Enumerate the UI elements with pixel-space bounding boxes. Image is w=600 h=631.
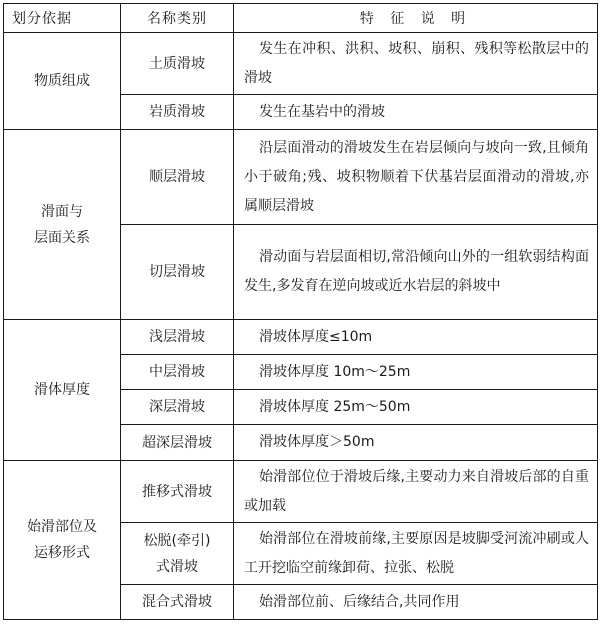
header-row — [4, 4, 598, 33]
basis-line: 运移形式 — [34, 545, 90, 561]
name-cell: 切层滑坡 — [121, 225, 234, 320]
description-cell: 沿层面滑动的滑坡发生在岩层倾向与坡向一致,且倾角小于破角;残、坡积物顺着下伏基岩层面滑动的滑坡,亦属顺层滑坡 — [234, 130, 598, 225]
basis-cell — [4, 461, 121, 620]
name-cell: 混合式滑坡 — [121, 585, 234, 620]
name-cell: 超深层滑坡 — [121, 425, 234, 461]
name-cell: 土质滑坡 — [121, 33, 234, 95]
basis-line: 滑体厚度 — [34, 382, 90, 398]
basis-cell — [4, 130, 121, 320]
name-cell: 浅层滑坡 — [121, 320, 234, 355]
landslide-classification-table — [3, 3, 598, 620]
name-cell: 深层滑坡 — [121, 390, 234, 425]
basis-line: 滑面与 — [41, 203, 83, 220]
table-row — [4, 130, 598, 225]
basis-cell — [4, 33, 121, 130]
header-basis: 划分依据 — [4, 4, 121, 33]
description-cell: 滑坡体厚度＞50m — [234, 425, 598, 461]
description-cell: 始滑部位位于滑坡后缘,主要动力来自滑坡后部的自重或加载 — [234, 461, 598, 523]
name-cell: 中层滑坡 — [121, 355, 234, 390]
description-cell: 始滑部位前、后缘结合,共同作用 — [234, 585, 598, 620]
description-cell: 滑坡体厚度 10m～25m — [234, 355, 598, 390]
basis-line: 物质组成 — [34, 73, 90, 89]
header-name: 名称类别 — [121, 4, 234, 33]
description-cell: 发生在冲积、洪积、坡积、崩积、残积等松散层中的滑坡 — [234, 33, 598, 95]
table-row — [4, 33, 598, 95]
name-cell: 推移式滑坡 — [121, 461, 234, 523]
description-cell: 滑坡体厚度 25m～50m — [234, 390, 598, 425]
header-description: 特 征 说 明 — [234, 4, 598, 33]
table-row — [4, 320, 598, 355]
description-cell: 发生在基岩中的滑坡 — [234, 95, 598, 130]
basis-line: 层面关系 — [34, 229, 90, 246]
basis-line: 始滑部位及 — [27, 519, 97, 535]
description-cell: 滑动面与岩层面相切,常沿倾向山外的一组软弱结构面发生,多发育在逆向坡或近水岩层的斜坡中 — [234, 225, 598, 320]
name-cell: 松脱(牵引) 式滑坡 — [121, 523, 234, 585]
name-cell: 岩质滑坡 — [121, 95, 234, 130]
basis-cell — [4, 320, 121, 461]
name-cell: 顺层滑坡 — [121, 130, 234, 225]
description-cell: 始滑部位在滑坡前缘,主要原因是坡脚受河流冲刷或人工开挖临空前缘卸荷、拉张、松脱 — [234, 523, 598, 585]
description-cell: 滑坡体厚度≤10m — [234, 320, 598, 355]
table-row — [4, 461, 598, 523]
